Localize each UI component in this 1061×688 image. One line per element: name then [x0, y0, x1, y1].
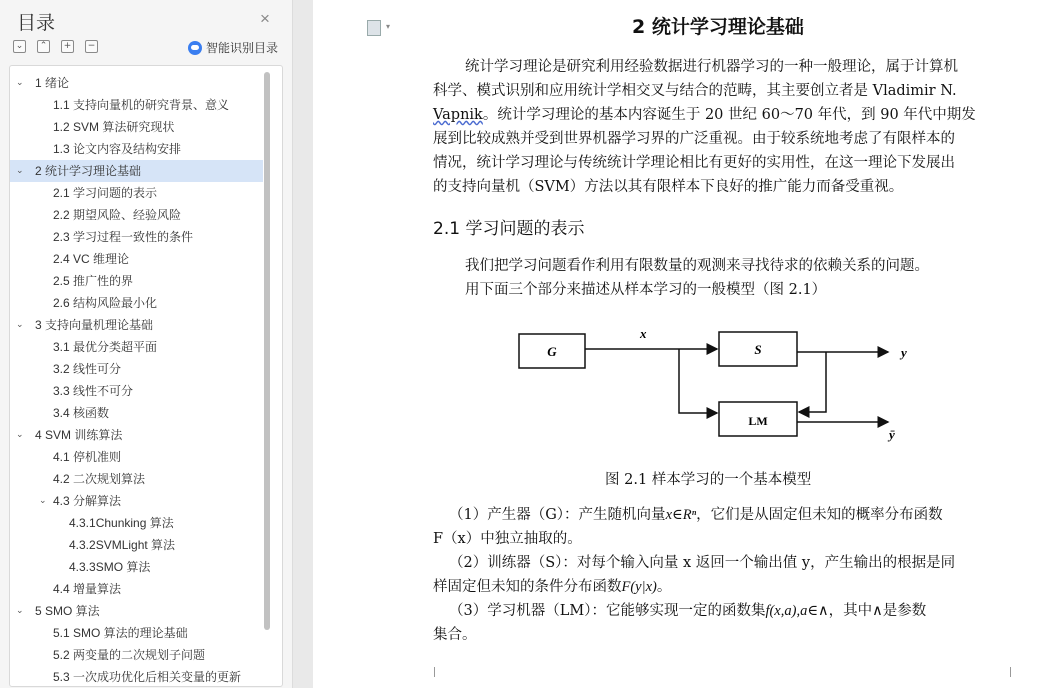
- toc-item-label: 5.3 一次成功优化后相关变量的更新: [53, 670, 242, 684]
- x-label: x: [640, 326, 647, 341]
- toc-scrollbar[interactable]: [264, 72, 270, 630]
- paragraph-line: F（x）中独立抽取的。: [433, 531, 582, 547]
- toc-sidebar: [0, 0, 293, 688]
- arrow-y-to-lm: [799, 352, 826, 412]
- toc-item-label: 4.3.2SVMLight 算法: [69, 538, 176, 552]
- add-level-icon[interactable]: +: [61, 40, 74, 53]
- toc-list: [9, 65, 283, 687]
- paragraph-line: 我们把学习问题看作利用有限数量的观测来寻找待求的依赖关系的问题。: [465, 258, 929, 274]
- chevron-down-icon[interactable]: ⌄: [16, 430, 24, 440]
- paragraph-line: 统计学习理论是研究利用经验数据进行机器学习的一种一般理论，属于计算机: [465, 59, 958, 75]
- toc-item[interactable]: [10, 600, 263, 622]
- toc-item[interactable]: [10, 666, 263, 687]
- toc-item-label: 4.4 增量算法: [53, 582, 122, 596]
- spellcheck-word[interactable]: Vapnik: [433, 107, 483, 123]
- toc-item-label: 3.3 线性不可分: [53, 384, 134, 398]
- arrow-x-to-lm: [679, 349, 717, 413]
- close-icon[interactable]: ×: [260, 9, 270, 28]
- toc-item-label: 2.2 期望风险、经验风险: [53, 208, 182, 222]
- chevron-down-icon[interactable]: ▾: [386, 22, 391, 31]
- toc-item[interactable]: [10, 248, 263, 270]
- toc-item-label: 2.3 学习过程一致性的条件: [53, 230, 194, 244]
- toc-item-label: 4.3 分解算法: [53, 494, 122, 508]
- formula: x∈Rⁿ: [665, 507, 697, 523]
- chevron-down-icon[interactable]: ⌄: [16, 166, 24, 176]
- paragraph-line: 用下面三个部分来描述从样本学习的一般模型（图 2.1）: [465, 282, 827, 298]
- toc-item[interactable]: [10, 468, 263, 490]
- collapse-all-icon[interactable]: ⌃: [37, 40, 50, 53]
- toc-item[interactable]: [10, 380, 263, 402]
- page-margin-mark: [410, 667, 435, 677]
- smart-toc-icon: [188, 41, 202, 55]
- toc-item-label: 4.2 二次规划算法: [53, 472, 146, 486]
- paragraph-line: 科学、模式识别和应用统计学相交叉与结合的范畴，其主要创立者是 Vladimir N.: [433, 83, 957, 99]
- paragraph-line: （3）学习机器（LM）：它能够实现一定的函数集f(x,a),a∈∧，其中∧是参数: [449, 603, 927, 619]
- paragraph-line: 样固定但未知的条件分布函数F(y|x)。: [433, 579, 672, 595]
- toc-item-label: 4 SVM 训练算法: [35, 428, 123, 442]
- toc-item-label: 2.4 VC 维理论: [53, 252, 130, 266]
- page-margin-mark: [1010, 667, 1035, 677]
- toc-item-label: 5.1 SMO 算法的理论基础: [53, 626, 188, 640]
- chevron-down-icon[interactable]: ⌄: [16, 606, 24, 616]
- generator-label: G: [547, 344, 557, 359]
- toc-item-label: 1.1 支持向量机的研究背景、意义: [53, 98, 230, 112]
- toc-item[interactable]: [10, 490, 263, 512]
- toc-item[interactable]: [10, 336, 263, 358]
- toc-item[interactable]: [10, 94, 263, 116]
- paragraph-line: 展到比较成熟并受到世界机器学习界的广泛重视。由于较系统地考虑了有限样本的: [433, 131, 955, 147]
- toc-item[interactable]: [10, 622, 263, 644]
- toc-item[interactable]: [10, 72, 263, 94]
- toc-item[interactable]: [10, 578, 263, 600]
- paragraph-line: 情况，统计学习理论与传统统计学理论相比有更好的实用性，在这一理论下发展出: [433, 155, 955, 171]
- page-layout-icon[interactable]: [367, 20, 381, 36]
- formula: F(y|x): [621, 579, 657, 595]
- yhat-label: ȳ: [889, 427, 895, 442]
- paragraph-line: Vapnik。统计学习理论的基本内容诞生于 20 世纪 60～70 年代，到 90 年代中期发: [433, 107, 976, 123]
- section-heading: 2.1 学习问题的表示: [433, 219, 585, 239]
- toc-item-label: 2.6 结构风险最小化: [53, 296, 158, 310]
- toc-item-label: 4.3.3SMO 算法: [69, 560, 151, 574]
- smart-toc-button[interactable]: [188, 39, 278, 56]
- toc-item[interactable]: [10, 358, 263, 380]
- toc-item[interactable]: [10, 644, 263, 666]
- toc-item[interactable]: [10, 446, 263, 468]
- toc-item-label: 2.1 学习问题的表示: [53, 186, 158, 200]
- paragraph-line: 集合。: [433, 627, 477, 643]
- toc-item-label: 3.4 核函数: [53, 406, 110, 420]
- document-gutter: [293, 0, 313, 688]
- toc-item[interactable]: [10, 116, 263, 138]
- chevron-down-icon[interactable]: ⌄: [16, 320, 24, 330]
- toc-item[interactable]: [10, 314, 263, 336]
- toc-item[interactable]: [10, 402, 263, 424]
- toc-item-label: 1 绪论: [35, 76, 70, 90]
- formula: f(x,a),a∈∧: [765, 603, 829, 619]
- toc-item-label: 2 统计学习理论基础: [35, 164, 142, 178]
- toc-item-label: 5.2 两变量的二次规划子问题: [53, 648, 206, 662]
- learning-machine-label: LM: [748, 414, 768, 428]
- toc-item[interactable]: [10, 292, 263, 314]
- toc-item[interactable]: [10, 556, 263, 578]
- toc-item[interactable]: [10, 512, 263, 534]
- y-label: y: [901, 345, 907, 360]
- supervisor-label: S: [754, 342, 762, 357]
- toc-item[interactable]: [10, 138, 263, 160]
- expand-all-icon[interactable]: ⌄: [13, 40, 26, 53]
- toc-item-label: 2.5 推广性的界: [53, 274, 134, 288]
- learning-model-diagram: [508, 322, 908, 452]
- toc-item[interactable]: [10, 226, 263, 248]
- toc-item-label: 4.1 停机准则: [53, 450, 122, 464]
- toc-item-label: 5 SMO 算法: [35, 604, 100, 618]
- chevron-down-icon[interactable]: ⌄: [39, 496, 47, 506]
- toc-item-label: 4.3.1Chunking 算法: [69, 516, 174, 530]
- toc-item-label: 3.1 最优分类超平面: [53, 340, 158, 354]
- toc-item[interactable]: [10, 424, 263, 446]
- toc-item[interactable]: [10, 160, 263, 182]
- toc-title: 目录: [17, 13, 56, 34]
- toc-item-label: 3 支持向量机理论基础: [35, 318, 154, 332]
- chevron-down-icon[interactable]: ⌄: [16, 78, 24, 88]
- toc-item[interactable]: [10, 270, 263, 292]
- paragraph-line: （1）产生器（G）：产生随机向量x∈Rⁿ，它们是从固定但未知的概率分布函数: [449, 507, 943, 523]
- smart-toc-label: 智能识别目录: [206, 41, 279, 55]
- toc-item-label: 3.2 线性可分: [53, 362, 122, 376]
- figure-caption: 图 2.1 样本学习的一个基本模型: [605, 472, 812, 488]
- toc-item[interactable]: [10, 534, 263, 556]
- toc-item[interactable]: [10, 204, 263, 226]
- toc-item[interactable]: [10, 182, 263, 204]
- remove-level-icon[interactable]: −: [85, 40, 98, 53]
- toc-item-label: 1.2 SVM 算法研究现状: [53, 120, 175, 134]
- paragraph-line: （2）训练器（S）：对每个输入向量 x 返回一个输出值 y，产生输出的根据是同: [449, 555, 956, 571]
- chapter-heading: 2 统计学习理论基础: [632, 16, 804, 38]
- paragraph-line: 的支持向量机（SVM）方法以其有限样本下良好的推广能力而备受重视。: [433, 179, 904, 195]
- toc-item-label: 1.3 论文内容及结构安排: [53, 142, 182, 156]
